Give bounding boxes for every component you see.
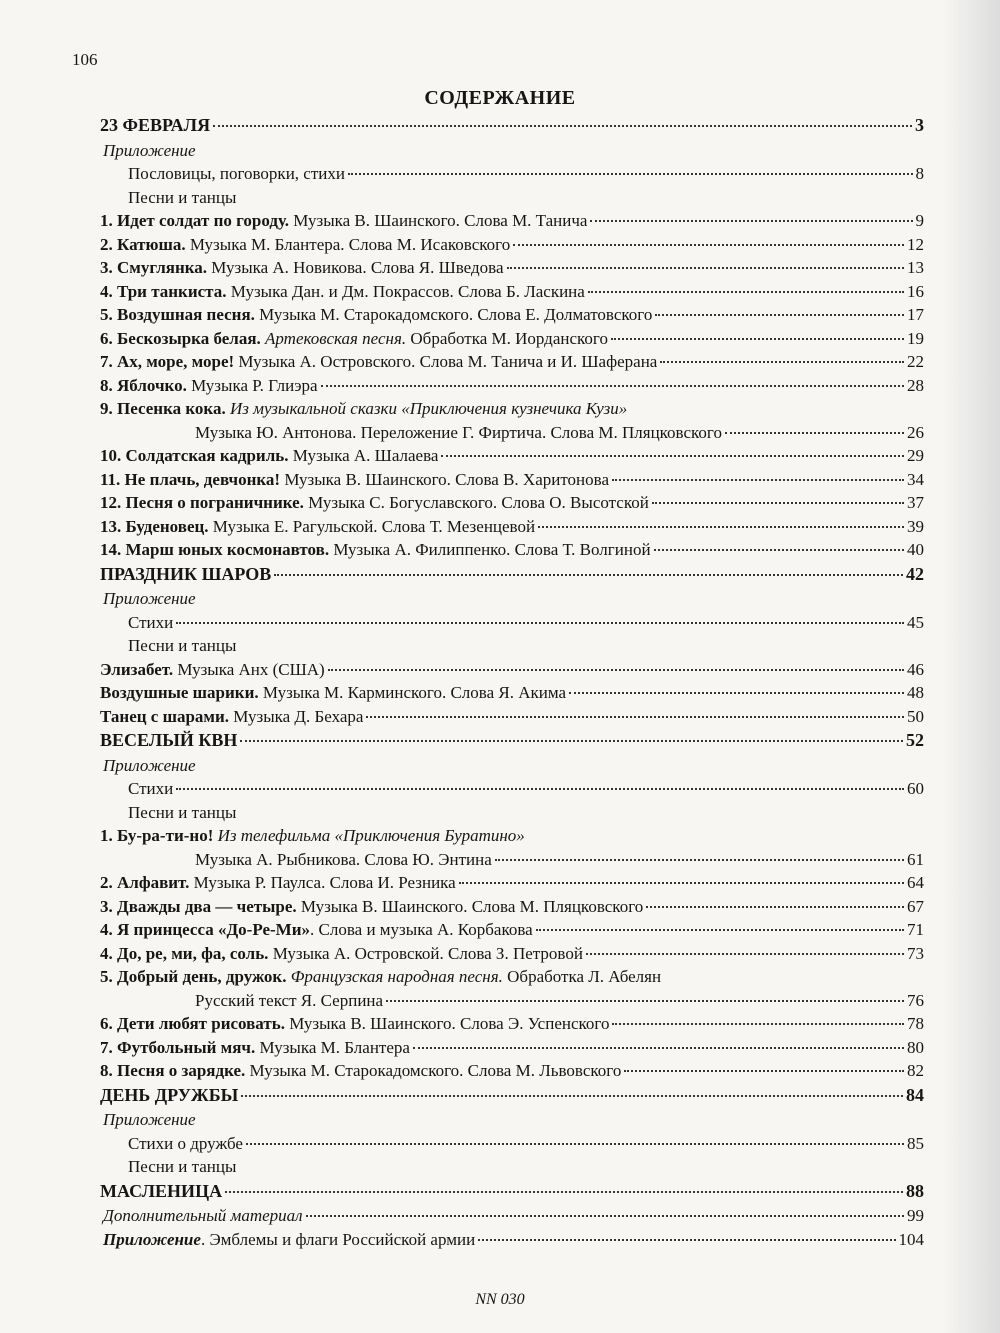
entry-text-part: ПРАЗДНИК ШАРОВ (100, 563, 272, 584)
dot-leader (660, 361, 904, 363)
entry-text-part: Музыка В. Шаинского. Слова В. Харитонова (280, 469, 610, 489)
toc-entry (100, 1036, 924, 1060)
entry-page-number: 26 (907, 422, 924, 442)
dot-leader (590, 220, 912, 222)
entry-text-part: 7. Футбольный мяч. (100, 1037, 256, 1057)
entry-text-part: Приложение (103, 589, 196, 608)
entry-page-number: 73 (907, 943, 924, 963)
dot-leader (538, 526, 904, 528)
dot-leader (725, 432, 904, 434)
entry-page-number: 42 (906, 563, 924, 584)
entry-text-part: Обработка Л. Абелян (502, 967, 662, 986)
entry-text (100, 421, 722, 445)
entry-text-part: Обработка М. Иорданского (406, 328, 608, 348)
dot-leader (654, 549, 904, 551)
toc-entry (100, 634, 924, 658)
entry-text (100, 1155, 236, 1179)
entry-page-number: 45 (907, 612, 924, 632)
entry-text-part: Дополнительный материал (103, 1206, 303, 1225)
entry-text (100, 658, 325, 682)
toc-section (100, 728, 924, 754)
entry-text-part: 14. Марш юных космонавтов. (100, 540, 330, 559)
toc-entry (100, 801, 924, 825)
entry-text-part: Музыка М. Старокадомского. Слова М. Львовского (245, 1061, 622, 1080)
toc-entry (100, 303, 924, 327)
entry-text-part: Из телефильма «Приключения Буратино» (213, 826, 525, 845)
entry-page-number: 28 (907, 375, 924, 395)
entry-text-part: Музыка Е. Рагульской. Слова Т. Мезенцевой (208, 516, 536, 536)
entry-text-part: 10. Солдатская кадриль. (100, 446, 289, 465)
entry-text-part: Стихи (128, 779, 174, 798)
dot-leader (611, 338, 904, 340)
entry-text-part: Музыка М. Блантера. Слова М. Исаковского (185, 234, 511, 254)
entry-text-part: 13. Буденовец. (100, 516, 209, 536)
entry-text-part: 8. Яблочко. (100, 375, 187, 395)
toc-entry (100, 965, 924, 989)
entry-page-number: 80 (907, 1037, 924, 1057)
entry-page-number: 64 (907, 873, 924, 892)
entry-text (100, 397, 627, 421)
entry-page-number: 22 (907, 352, 924, 371)
entry-text-part: Из музыкальной сказки «Приключения кузнечика Кузи» (225, 399, 628, 418)
toc-entry (100, 1204, 924, 1228)
entry-text (100, 801, 236, 825)
dot-leader (413, 1047, 904, 1049)
toc-section (100, 562, 924, 588)
entry-text-part: Музыка В. Шаинского. Слова М. Пляцковского (296, 896, 644, 916)
dot-leader (536, 929, 904, 931)
entry-text-part: Артековская песня. (260, 328, 407, 348)
dot-leader (348, 173, 913, 175)
entry-text-part: Приложение (103, 1110, 196, 1129)
entry-text (100, 1204, 303, 1228)
entry-text-part: Песни и танцы (128, 802, 237, 822)
entry-text (100, 562, 271, 588)
entry-text-part: 6. Дети любят рисовать. (100, 1014, 285, 1033)
dot-leader (241, 1095, 903, 1097)
entry-text (100, 209, 587, 233)
entry-text-part: Музыка А. Островской. Слова З. Петровой (268, 943, 583, 963)
entry-text-part: 11. Не плачь, девчонка! (100, 469, 281, 489)
entry-text (100, 634, 236, 658)
toc-entry (100, 1155, 924, 1179)
entry-text (100, 1012, 609, 1036)
toc-entry (100, 777, 924, 801)
entry-text (100, 895, 643, 919)
entry-page-number: 78 (907, 1014, 924, 1033)
entry-text-part: Музыка А. Рыбникова. Слова Ю. Энтина (195, 849, 492, 869)
entry-text (100, 280, 585, 304)
entry-text (100, 113, 210, 139)
table-of-contents (100, 113, 924, 1251)
toc-entry (100, 233, 924, 257)
entry-page-number: 71 (907, 920, 924, 939)
entry-text-part: Музыка Р. Паулса. Слова И. Резника (189, 873, 456, 892)
toc-entry (100, 468, 924, 492)
entry-page-number: 48 (907, 683, 924, 702)
dot-leader (366, 716, 904, 718)
entry-text-part: Музыка А. Филиппенко. Слова Т. Волгиной (329, 540, 651, 559)
entry-text-part: Музыка А. Шалаева (288, 446, 439, 465)
entry-text (100, 848, 492, 872)
entry-text-part: 4. Три танкиста. (100, 281, 227, 301)
dot-leader (321, 385, 904, 387)
entry-text-part: Песни и танцы (128, 187, 237, 207)
entry-text-part: Пословицы, поговорки, стихи (128, 164, 345, 183)
entry-page-number: 29 (907, 446, 924, 465)
toc-entry (100, 1012, 924, 1036)
entry-text-part: . Эмблемы и флаги Российской армии (200, 1229, 476, 1249)
dot-leader (586, 953, 904, 955)
toc-entry (100, 918, 924, 942)
entry-text-part: Французская народная песня. (286, 967, 503, 986)
toc-entry (100, 162, 924, 186)
dot-leader (646, 906, 904, 908)
entry-text (100, 754, 196, 778)
entry-text-part: Элизабет. (100, 659, 174, 679)
toc-entry (100, 848, 924, 872)
toc-entry (100, 989, 924, 1013)
entry-text-part: Музыка Р. Глиэра (186, 375, 318, 395)
entry-text (100, 444, 438, 468)
dot-leader (652, 502, 904, 504)
entry-text (100, 989, 383, 1013)
entry-page-number: 40 (907, 540, 924, 559)
entry-text-part: 8. Песня о зарядке. (100, 1061, 246, 1080)
entry-text-part: Музыка Ю. Антонова. Переложение Г. Фиртича. Слова М. Пляцковского (195, 422, 722, 442)
toc-entry (100, 824, 924, 848)
toc-entry (100, 186, 924, 210)
entry-text-part: Музыка М. Старокадомского. Слова Е. Долматовского (254, 305, 653, 324)
dot-leader (507, 267, 905, 269)
entry-page-number: 76 (907, 990, 924, 1010)
page-edge-shadow (942, 0, 1000, 1333)
entry-text (100, 681, 566, 705)
entry-text (100, 1036, 410, 1060)
entry-text-part: Приложение (103, 140, 196, 160)
entry-text-part: Воздушные шарики. (100, 683, 259, 702)
entry-text-part: Приложение (103, 755, 196, 775)
dot-leader (655, 314, 904, 316)
entry-text-part: Стихи (128, 612, 174, 632)
entry-text (100, 918, 533, 942)
dot-leader (213, 125, 912, 127)
toc-entry (100, 374, 924, 398)
entry-text (100, 186, 236, 210)
toc-entry (100, 658, 924, 682)
entry-text (100, 1179, 222, 1205)
entry-page-number: 19 (907, 328, 924, 348)
toc-entry (100, 587, 924, 611)
dot-leader (441, 455, 904, 457)
entry-text-part: Русский текст Я. Серпина (195, 990, 384, 1010)
entry-text (100, 374, 318, 398)
entry-text (100, 777, 173, 801)
dot-leader (240, 740, 903, 742)
entry-text-part: Стихи о дружбе (128, 1133, 243, 1153)
entry-text (100, 350, 657, 374)
dot-leader (176, 622, 904, 624)
toc-entry (100, 611, 924, 635)
entry-text-part: Музыка М. Карминского. Слова Я. Акима (258, 683, 567, 702)
entry-text (100, 162, 345, 186)
entry-text-part: 3. Смуглянка. (100, 258, 208, 277)
entry-text-part: 5. Добрый день, дружок. (100, 967, 287, 986)
entry-text-part: 5. Воздушная песня. (100, 305, 255, 324)
toc-section (100, 1083, 924, 1109)
entry-text (100, 611, 173, 635)
entry-text-part: 1. Бу-ра-ти-но! (100, 826, 214, 845)
dot-leader (624, 1070, 904, 1072)
entry-text (100, 705, 363, 729)
entry-text-part: 2. Алфавит. (100, 873, 190, 892)
toc-entry (100, 491, 924, 515)
entry-page-number: 84 (906, 1084, 924, 1105)
entry-text-part: ВЕСЕЛЫЙ КВН (100, 730, 238, 750)
dot-leader (386, 1000, 904, 1002)
entry-text-part: ДЕНЬ ДРУЖБЫ (100, 1084, 239, 1105)
toc-entry (100, 1108, 924, 1132)
entry-text (100, 233, 510, 257)
entry-text-part: . Слова и музыка А. Корбакова (310, 920, 533, 939)
dot-leader (225, 1191, 903, 1193)
entry-text-part: 4. До, ре, ми, фа, соль. (100, 943, 269, 963)
entry-text-part: Музыка С. Богуславского. Слова О. Высотской (303, 493, 649, 512)
dot-leader (612, 479, 904, 481)
entry-text (100, 256, 504, 280)
entry-text (100, 587, 196, 611)
toc-entry (100, 1228, 924, 1252)
toc-section (100, 113, 924, 139)
entry-page-number: 60 (907, 779, 924, 798)
entry-text (100, 538, 651, 562)
entry-text-part: Музыка Анх (США) (173, 659, 325, 679)
entry-text (100, 139, 196, 163)
dot-leader (478, 1239, 895, 1241)
entry-page-number: 88 (906, 1180, 924, 1201)
entry-page-number: 17 (907, 305, 924, 324)
toc-entry (100, 280, 924, 304)
entry-page-number: 82 (907, 1061, 924, 1080)
entry-text-part: 3. Дважды два — четыре. (100, 896, 297, 916)
entry-text (100, 1059, 621, 1083)
dot-leader (612, 1023, 904, 1025)
entry-page-number: 50 (907, 706, 924, 726)
entry-text (100, 1228, 475, 1252)
dot-leader (274, 574, 903, 576)
entry-text-part: Музыка В. Шаинского. Слова Э. Успенского (284, 1014, 610, 1033)
entry-page-number: 46 (907, 659, 924, 679)
entry-page-number: 67 (907, 896, 924, 916)
toc-entry (100, 256, 924, 280)
entry-text-part: Танец с шарами. (100, 706, 230, 726)
dot-leader (569, 692, 904, 694)
toc-section (100, 1179, 924, 1205)
entry-page-number: 16 (907, 281, 924, 301)
toc-entry (100, 705, 924, 729)
toc-entry (100, 681, 924, 705)
entry-text-part: Песни и танцы (128, 1157, 237, 1176)
entry-text-part: МАСЛЕНИЦА (100, 1180, 223, 1201)
entry-text (100, 491, 649, 515)
entry-page-number: 39 (907, 516, 924, 536)
entry-text (100, 1083, 238, 1109)
dot-leader (459, 882, 904, 884)
entry-text-part: Музыка М. Блантера (255, 1037, 410, 1057)
entry-text-part: Музыка Дан. и Дм. Покрассов. Слова Б. Ласкина (226, 281, 585, 301)
entry-page-number: 85 (907, 1133, 924, 1153)
entry-text-part: Песни и танцы (128, 636, 237, 655)
entry-text-part: 2. Катюша. (100, 234, 186, 254)
entry-text-part: 1. Идет солдат по городу. (100, 211, 290, 230)
entry-page-number: 52 (906, 730, 924, 750)
entry-text-part: 9. Песенка кока. (100, 399, 226, 418)
page-title: СОДЕРЖАНИЕ (424, 87, 576, 109)
toc-entry (100, 515, 924, 539)
toc-entry (100, 895, 924, 919)
toc-entry (100, 1132, 924, 1156)
entry-text (100, 728, 237, 754)
dot-leader (328, 669, 904, 671)
entry-page-number: 12 (907, 234, 924, 254)
entry-page-number: 34 (907, 469, 924, 489)
dot-leader (513, 244, 904, 246)
entry-text-part: 7. Ах, море, море! (100, 352, 235, 371)
toc-entry (100, 444, 924, 468)
toc-entry (100, 327, 924, 351)
entry-text-part: 12. Песня о пограничнике. (100, 493, 304, 512)
entry-text-part: Музыка А. Островского. Слова М. Танича и И. Шаферана (234, 352, 658, 371)
entry-text-part: 6. Бескозырка белая. (100, 328, 261, 348)
entry-text (100, 942, 583, 966)
toc-entry (100, 754, 924, 778)
toc-entry (100, 397, 924, 421)
toc-entry (100, 209, 924, 233)
dot-leader (495, 859, 904, 861)
entry-text-part: 23 ФЕВРАЛЯ (100, 115, 211, 135)
dot-leader (306, 1215, 904, 1217)
entry-text-part: Музыка А. Новикова. Слова Я. Шведова (207, 258, 504, 277)
entry-text (100, 871, 456, 895)
toc-entry (100, 350, 924, 374)
entry-text-part: 4. Я принцесса «До-Ре-Ми» (100, 920, 311, 939)
entry-page-number: 61 (907, 849, 924, 869)
toc-entry (100, 942, 924, 966)
entry-page-number: 9 (915, 211, 924, 230)
entry-text-part: Музыка Д. Бехара (229, 706, 364, 726)
toc-entry (100, 1059, 924, 1083)
page-number: 106 (72, 50, 98, 69)
toc-entry (100, 421, 924, 445)
entry-text (100, 327, 608, 351)
entry-text (100, 1132, 243, 1156)
toc-entry (100, 538, 924, 562)
entry-text-part: Приложение (103, 1229, 201, 1249)
entry-text (100, 1108, 196, 1132)
toc-entry (100, 871, 924, 895)
toc-entry (100, 139, 924, 163)
entry-text (100, 303, 652, 327)
entry-text (100, 824, 525, 848)
entry-page-number: 3 (915, 115, 924, 135)
entry-page-number: 13 (907, 258, 924, 277)
entry-page-number: 99 (907, 1206, 924, 1225)
entry-page-number: 104 (898, 1229, 924, 1249)
entry-text (100, 515, 535, 539)
dot-leader (588, 291, 904, 293)
dot-leader (176, 788, 904, 790)
footer-code: NN 030 (475, 1291, 525, 1308)
entry-page-number: 37 (907, 493, 924, 512)
entry-text (100, 468, 609, 492)
entry-page-number: 8 (915, 164, 924, 183)
dot-leader (246, 1143, 904, 1145)
entry-text (100, 965, 661, 989)
entry-text-part: Музыка В. Шаинского. Слова М. Танича (289, 211, 588, 230)
